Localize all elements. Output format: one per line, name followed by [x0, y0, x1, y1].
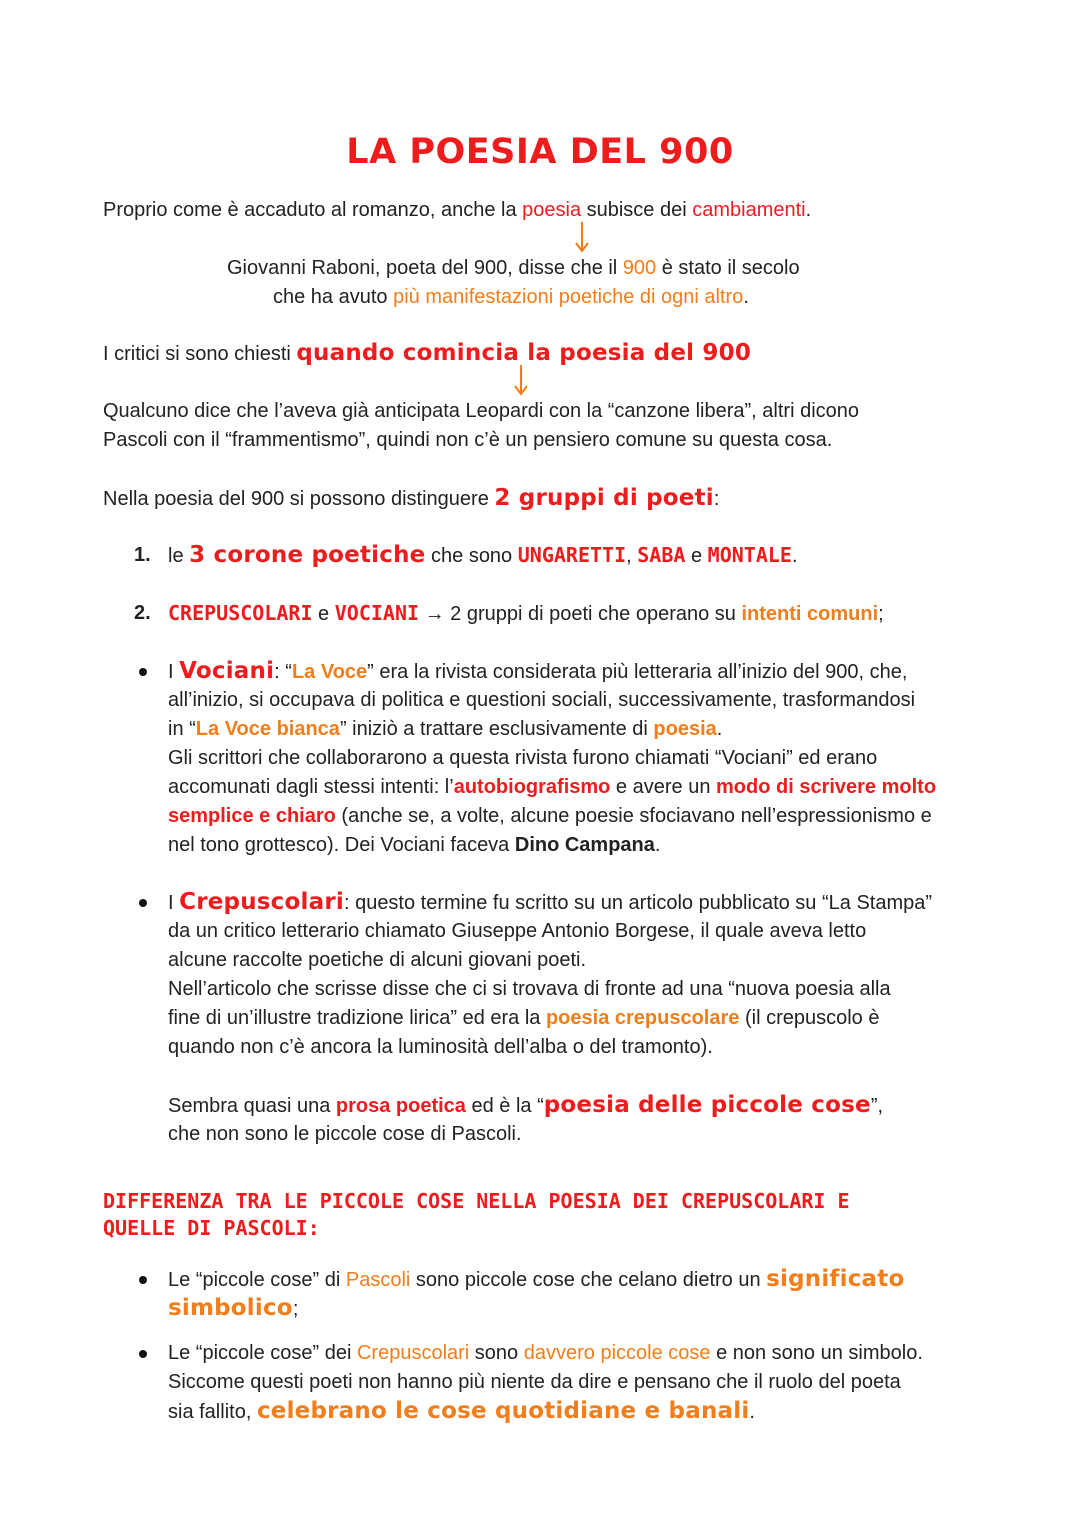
crepuscolari-text: (il crepuscolo è — [739, 1007, 880, 1029]
vociani-line-1 — [168, 657, 907, 687]
intro-text-1: Proprio come è accaduto al romanzo, anche la — [103, 199, 523, 221]
la-voce-bianca: La Voce bianca — [195, 718, 340, 740]
vociani-text: I — [168, 661, 180, 683]
crepuscolari-line-4: Nell’articolo che scrisse disse che ci si trovava di fronte ad una “nuova poesia alla — [168, 978, 891, 1000]
vociani-text: ” era la rivista considerata più letteraria all’inizio del 900, che, — [367, 661, 908, 683]
crepuscolari-text: I — [168, 892, 180, 914]
critici-text: I critici si sono chiesti — [103, 343, 297, 365]
list2-text: → 2 gruppi di poeti che operano su — [419, 603, 742, 625]
la-voce: La Voce — [291, 661, 368, 683]
diff1-pascoli: Pascoli — [345, 1269, 411, 1291]
vociani-text: . — [716, 718, 723, 740]
poesia-delle-piccole-cose: poesia delle piccole cose — [543, 1092, 871, 1118]
list1-text: le — [168, 545, 190, 567]
autobiografismo: autobiografismo — [453, 776, 611, 798]
raboni-line-1 — [227, 254, 800, 283]
intro-paragraph — [103, 196, 811, 225]
bullet-icon — [139, 1276, 147, 1284]
crepuscolari-text: ed è la “ — [465, 1095, 544, 1117]
list1-text: e — [685, 545, 708, 567]
vociani-text: accomunati dagli stessi intenti: l’ — [168, 776, 454, 798]
diff1-text: sono piccole cose che celano dietro un — [410, 1269, 767, 1291]
intro-text-2: subisce dei — [581, 199, 693, 221]
vociani-poesia: poesia — [653, 718, 717, 740]
diff1-line-1 — [168, 1265, 904, 1295]
diff2-text: Le “piccole cose” dei — [168, 1342, 357, 1364]
vociani-text: . — [654, 834, 661, 856]
diff2-crepuscolari: Crepuscolari — [356, 1342, 470, 1364]
differenza-heading-2: QUELLE DI PASCOLI: — [103, 1216, 320, 1240]
diff2-line-3 — [168, 1397, 755, 1427]
modo-di-scrivere: modo di scrivere molto — [716, 776, 937, 798]
bullet-icon — [139, 1350, 147, 1358]
bullet-icon — [139, 899, 147, 907]
list2-text: e — [312, 603, 335, 625]
raboni-text: che ha avuto — [273, 286, 394, 308]
raboni-900: 900 — [622, 257, 657, 279]
list-item-1 — [168, 541, 798, 571]
critici-line — [103, 339, 751, 369]
vociani-line-2: all’inizio, si occupava di politica e questioni sociali, successivamente, trasformandosi — [168, 689, 916, 711]
crepuscolari-line-5 — [168, 1004, 879, 1033]
raboni-text: è stato il secolo — [656, 257, 800, 279]
vociani-text: : “ — [274, 661, 292, 683]
vociani-text: (anche se, a volte, alcune poesie sfociavano nell’espressionismo e — [335, 805, 932, 827]
intenti-comuni: intenti comuni — [741, 603, 879, 625]
diff1-simbolico: simbolico — [168, 1295, 293, 1321]
diff1-line-2 — [168, 1294, 298, 1324]
arrow-down-icon — [513, 363, 529, 397]
poet-ungaretti: UNGARETTI — [517, 543, 627, 567]
crepuscolari-heading: Crepuscolari — [179, 889, 344, 915]
diff1-significato: significato — [766, 1266, 905, 1292]
crepuscolari-line-7 — [168, 1091, 883, 1121]
list1-text: che sono — [425, 545, 518, 567]
crepuscolari-text: : questo termine fu scritto su un articolo pubblicato su “La Stampa” — [343, 892, 933, 914]
poet-montale: MONTALE — [707, 543, 792, 567]
raboni-line-2 — [273, 283, 749, 312]
crepuscolari-text: ”, — [870, 1095, 884, 1117]
gruppi-text: Nella poesia del 900 si possono distinguere — [103, 488, 495, 510]
list2-text: ; — [878, 603, 884, 625]
arrow-down-icon — [574, 220, 590, 254]
crepuscolari-line-6: quando non c’è ancora la luminosità dell’alba o del tramonto). — [168, 1036, 713, 1058]
differenza-heading-1: DIFFERENZA TRA LE PICCOLE COSE NELLA POESIA DEI CREPUSCOLARI E — [103, 1189, 850, 1213]
diff2-text: sia fallito, — [168, 1401, 257, 1423]
vociani-line-5 — [168, 773, 936, 802]
gruppi-text: : — [713, 488, 720, 510]
vociani-text: nel tono grottesco). Dei Vociani faceva — [168, 834, 515, 856]
semplice-e-chiaro: semplice e chiaro — [168, 805, 336, 827]
diff2-text: . — [749, 1401, 755, 1423]
diff2-davvero: davvero piccole cose — [523, 1342, 711, 1364]
qualcuno-line-2: Pascoli con il “frammentismo”, quindi non c’è un pensiero comune su questa cosa. — [103, 429, 833, 451]
vociani-line-4: Gli scrittori che collaborarono a questa rivista furono chiamati “Vociani” ed erano — [168, 747, 878, 769]
crepuscolari-line-8: che non sono le piccole cose di Pascoli. — [168, 1123, 522, 1145]
qualcuno-line-1: Qualcuno dice che l’aveva già anticipata Leopardi con la “canzone libera”, altri dicono — [103, 400, 860, 422]
raboni-text: Giovanni Raboni, poeta del 900, disse che il — [227, 257, 623, 279]
vociani-line-7 — [168, 831, 660, 860]
page-title: LA POESIA DEL 900 — [346, 132, 734, 172]
vociani-text: e avere un — [610, 776, 716, 798]
raboni-highlight: più manifestazioni poetiche di ogni altro — [393, 286, 744, 308]
critici-question: quando comincia la poesia del 900 — [296, 340, 752, 366]
diff2-text: sono — [469, 1342, 524, 1364]
diff2-line-2: Siccome questi poeti non hanno più niente da dire e pensano che il ruolo del poeta — [168, 1371, 901, 1393]
diff2-celebrano: celebrano le cose quotidiane e banali — [256, 1398, 750, 1424]
vociani-label: VOCIANI — [334, 601, 420, 625]
bullet-icon — [139, 668, 147, 676]
crepuscolari-line-3: alcune raccolte poetiche di alcuni giovani poeti. — [168, 949, 587, 971]
crepuscolari-text: Sembra quasi una — [168, 1095, 336, 1117]
gruppi-highlight: 2 gruppi di poeti — [494, 485, 714, 511]
diff2-text: e non sono un simbolo. — [710, 1342, 923, 1364]
list1-corone: 3 corone poetiche — [189, 542, 426, 568]
diff1-text: Le “piccole cose” di — [168, 1269, 346, 1291]
poet-saba: SABA — [637, 543, 686, 567]
diff1-text: ; — [292, 1298, 299, 1320]
list1-text: , — [626, 545, 638, 567]
crepuscolari-line-1 — [168, 888, 932, 918]
gruppi-line — [103, 484, 719, 514]
crepuscolari-label: CREPUSCOLARI — [168, 601, 313, 625]
vociani-line-3 — [168, 715, 722, 744]
raboni-text: . — [743, 286, 749, 308]
list-number-2: 2. — [134, 602, 151, 624]
vociani-text: ” iniziò a trattare esclusivamente di — [339, 718, 654, 740]
list-item-2 — [168, 599, 884, 629]
intro-cambiamenti: cambiamenti — [692, 199, 806, 221]
vociani-heading: Vociani — [179, 658, 275, 684]
diff2-line-1 — [168, 1339, 923, 1368]
vociani-text: in “ — [168, 718, 196, 740]
intro-poesia: poesia — [522, 199, 582, 221]
crepuscolari-text: fine di un’illustre tradizione lirica” ed era la — [168, 1007, 546, 1029]
crepuscolari-line-2: da un critico letterario chiamato Giuseppe Antonio Borgese, il quale aveva letto — [168, 920, 867, 942]
dino-campana: Dino Campana — [514, 834, 655, 856]
prosa-poetica: prosa poetica — [335, 1095, 466, 1117]
list-number-1: 1. — [134, 544, 151, 566]
intro-text-3: . — [805, 199, 812, 221]
poesia-crepuscolare: poesia crepuscolare — [545, 1007, 740, 1029]
vociani-line-6 — [168, 802, 932, 831]
list1-text: . — [791, 545, 798, 567]
